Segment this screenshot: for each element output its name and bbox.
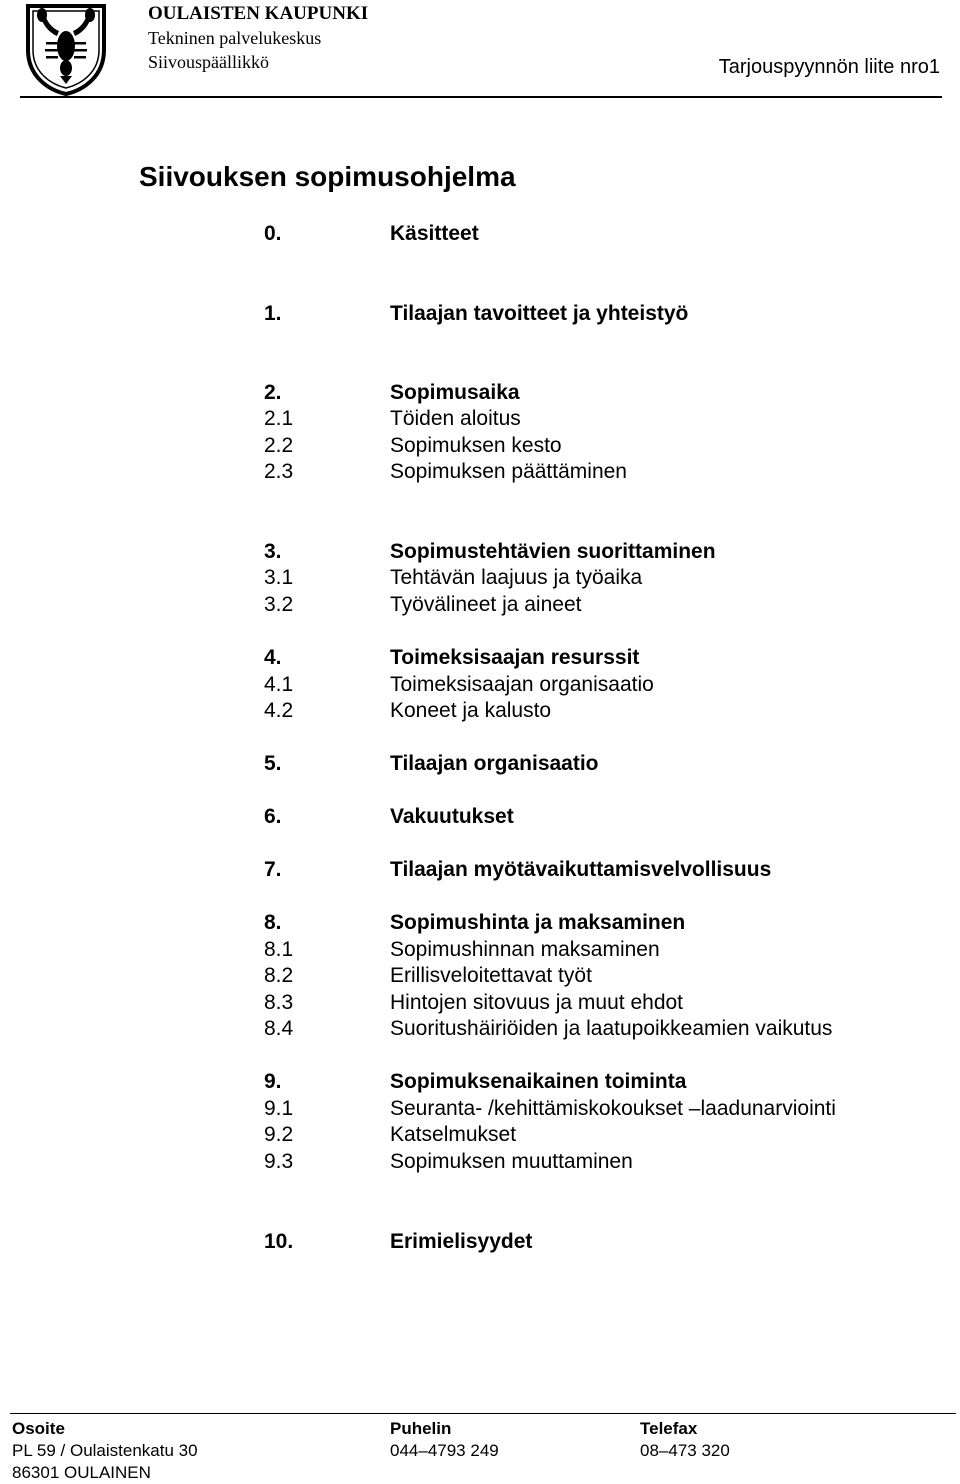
toc-item-text: Sopimuksen muuttaminen — [390, 1150, 633, 1173]
toc-item-text: Sopimushinta ja maksaminen — [390, 911, 686, 934]
header-divider — [20, 96, 942, 98]
toc-item-text: Toimeksisaajan resurssit — [390, 646, 640, 669]
toc-item-number: 8.2 — [264, 964, 294, 987]
unit-name: Siivouspäällikkö — [148, 52, 269, 72]
toc-item-text: Sopimuksen kesto — [390, 434, 562, 457]
organization-block — [148, 2, 368, 74]
footer-phone-number: 044–4793 249 — [390, 1441, 499, 1460]
toc-item-number: 8. — [264, 911, 282, 934]
toc-item-number: 2.3 — [264, 460, 294, 483]
toc-item-number: 5. — [264, 752, 282, 775]
toc-item-text: Erimielisyydet — [390, 1230, 533, 1253]
toc-item-text: Tilaajan myötävaikuttamisvelvollisuus — [390, 858, 772, 881]
toc-item-number: 9.1 — [264, 1097, 294, 1120]
toc-item-text: Sopimusaika — [390, 381, 520, 404]
toc-item-number: 9. — [264, 1070, 282, 1093]
toc-item-number: 7. — [264, 858, 282, 881]
toc-item-number: 2.1 — [264, 407, 294, 430]
attachment-label: Tarjouspyynnön liite nro1 — [718, 56, 940, 78]
toc-item-number: 0. — [264, 222, 282, 245]
toc-item-text: Tilaajan tavoitteet ja yhteistyö — [390, 302, 689, 325]
toc-item-text: Sopimuksenaikainen toiminta — [390, 1070, 687, 1093]
toc-item-text: Seuranta- /kehittämiskokoukset –laadunarviointi — [390, 1097, 836, 1120]
toc-item-text: Työvälineet ja aineet — [390, 593, 582, 616]
footer-fax-number: 08–473 320 — [640, 1441, 730, 1460]
toc-item-text: Erillisveloitettavat työt — [390, 964, 592, 987]
toc-item-number: 2.2 — [264, 434, 294, 457]
toc-item-number: 4.1 — [264, 673, 294, 696]
document-title: Siivouksen sopimusohjelma — [139, 161, 516, 192]
toc-item-text: Sopimustehtävien suorittaminen — [390, 540, 716, 563]
toc-item-number: 4.2 — [264, 699, 294, 722]
toc-item-number: 1. — [264, 302, 282, 325]
footer-fax-label: Telefax — [640, 1419, 698, 1438]
toc-item-text: Käsitteet — [390, 222, 479, 245]
toc-item-number: 8.1 — [264, 938, 294, 961]
toc-item-number: 4. — [264, 646, 282, 669]
toc-item-number: 3. — [264, 540, 282, 563]
toc-item-number: 9.3 — [264, 1150, 294, 1173]
toc-item-number: 2. — [264, 381, 282, 404]
toc-item-text: Töiden aloitus — [390, 407, 521, 430]
coat-of-arms-logo — [24, 2, 108, 96]
toc-item-number: 3.2 — [264, 593, 294, 616]
footer-address-label: Osoite — [12, 1419, 65, 1438]
toc-item-number: 10. — [264, 1230, 294, 1253]
toc-item-number: 8.3 — [264, 991, 294, 1014]
footer-address-line2: 86301 OULAINEN — [12, 1463, 151, 1482]
toc-item-number: 9.2 — [264, 1123, 294, 1146]
footer-address-line1: PL 59 / Oulaistenkatu 30 — [12, 1441, 198, 1460]
footer-address — [12, 1418, 198, 1484]
footer-fax — [640, 1418, 730, 1462]
footer-phone-label: Puhelin — [390, 1419, 452, 1438]
footer-phone — [390, 1418, 499, 1462]
toc-item-number: 8.4 — [264, 1017, 294, 1040]
toc-item-text: Hintojen sitovuus ja muut ehdot — [390, 991, 684, 1014]
toc-item-number: 6. — [264, 805, 282, 828]
toc-item-text: Sopimushinnan maksaminen — [390, 938, 660, 961]
department-name: Tekninen palvelukeskus — [148, 28, 322, 48]
toc-item-text: Toimeksisaajan organisaatio — [390, 673, 654, 696]
organization-name: OULAISTEN KAUPUNKI — [148, 3, 369, 24]
toc-item-text: Katselmukset — [390, 1123, 517, 1146]
toc-item-text: Suoritushäiriöiden ja laatupoikkeamien vaikutus — [390, 1017, 833, 1040]
toc-item-text: Koneet ja kalusto — [390, 699, 552, 722]
toc-item-text: Sopimuksen päättäminen — [390, 460, 627, 483]
toc-item-text: Tilaajan organisaatio — [390, 752, 599, 775]
toc-item-number: 3.1 — [264, 566, 294, 589]
toc-item-text: Tehtävän laajuus ja työaika — [390, 566, 643, 589]
footer-divider — [10, 1413, 956, 1414]
toc-item-text: Vakuutukset — [390, 805, 514, 828]
